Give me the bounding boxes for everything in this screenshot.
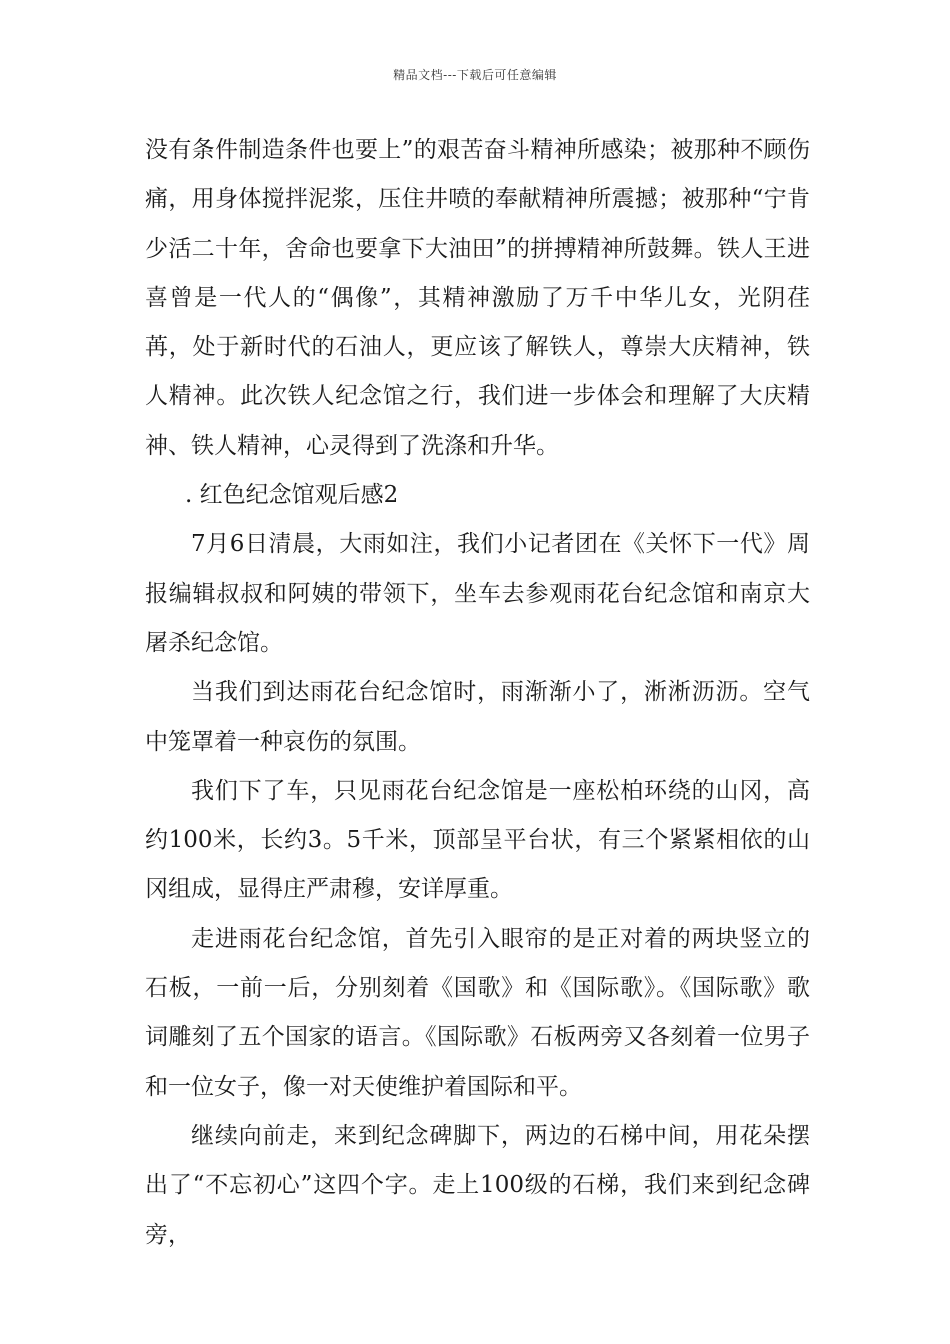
paragraph: 7月6日清晨，大雨如注，我们小记者团在《关怀下一代》周报编辑叔叔和阿姨的带领下，坐车去参观雨花台纪念馆和南京大屠杀纪念馆。	[145, 531, 810, 656]
section-heading: . 红色纪念馆观后感2	[185, 482, 399, 509]
paragraph: 走进雨花台纪念馆，首先引入眼帘的是正对着的两块竖立的石板，一前一后，分别刻着《国歌》和《国际歌》。《国际歌》歌词雕刻了五个国家的语言。《国际歌》石板两旁又各刻着一位男子和一位女子，像一对天使维护着国际和平。	[145, 925, 810, 1100]
page-header: 精品文档---下载后可任意编辑	[393, 68, 557, 82]
paragraph: 继续向前走，来到纪念碑脚下，两边的石梯中间，用花朵摆出了“不忘初心”这四个字。走上100级的石梯，我们来到纪念碑旁，	[145, 1122, 810, 1248]
paragraph: 当我们到达雨花台纪念馆时，雨渐渐小了，淅淅沥沥。空气中笼罩着一种哀伤的氛围。	[145, 679, 810, 755]
document-body	[145, 126, 810, 1260]
paragraph: 我们下了车，只见雨花台纪念馆是一座松柏环绕的山冈，高约100米，长约3。5千米，顶部呈平台状，有三个紧紧相依的山冈组成，显得庄严肃穆，安详厚重。	[145, 777, 810, 903]
paragraph: 没有条件制造条件也要上”的艰苦奋斗精神所感染；被那种不顾伤痛，用身体搅拌泥浆，压住井喷的奉献精神所震撼；被那种“宁肯少活二十年，舍命也要拿下大油田”的拼搏精神所鼓舞。铁人王进喜曾是一代人的“偶像”，其精神激励了万千中华儿女，光阴荏苒，处于新时代的石油人，更应该了解铁人，尊崇大庆精神，铁人精神。此次铁人纪念馆之行，我们进一步体会和理解了大庆精神、铁人精神，心灵得到了洗涤和升华。	[145, 137, 810, 459]
